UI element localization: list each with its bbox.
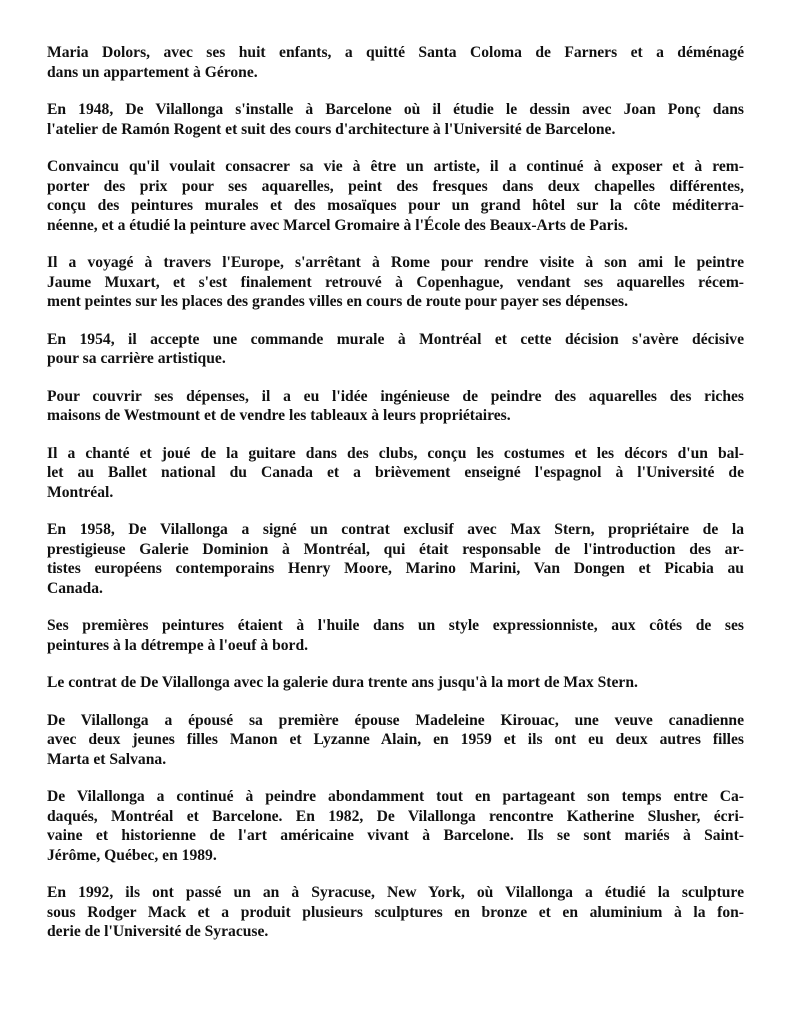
text-line: l'atelier de Ramón Rogent et suit des cours d'architecture à l'Université de Barcelone. [47, 120, 616, 138]
text-line: Montréal. [47, 483, 114, 501]
text-line: En 1958, De Vilallonga a signé un contrat exclusif avec Max Stern, propriétaire de la [47, 521, 744, 538]
text-line: sous Rodger Mack et a produit plusieurs sculptures en bronze et en aluminium à la fon- [47, 903, 744, 921]
text-line: Canada. [47, 579, 103, 597]
paragraph [47, 444, 744, 503]
text-line: En 1954, il accepte une commande murale à Montréal et cette décision s'avère décisive [47, 330, 744, 348]
paragraph [47, 100, 744, 139]
paragraph [47, 520, 744, 598]
text-line: vaine et historienne de l'art américaine vivant à Barcelone. Ils se sont mariés à Saint- [47, 827, 744, 844]
text-line: let au Ballet national du Canada et a brièvement enseigné l'espagnol à l'Université de [47, 464, 744, 481]
text-line: En 1948, De Vilallonga s'installe à Barcelone où il étudie le dessin avec Joan Ponç dans [47, 101, 744, 118]
text-line: dans un appartement à Gérone. [47, 63, 258, 81]
text-line: Pour couvrir ses dépenses, il a eu l'idée ingénieuse de peindre des aquarelles des riches [47, 387, 744, 405]
text-line: Ses premières peintures étaient à l'huile dans un style expressionniste, aux côtés de ses [47, 617, 744, 634]
text-line: En 1992, ils ont passé un an à Syracuse, New York, où Vilallonga a étudié la sculpture [47, 884, 744, 901]
text-line: pour sa carrière artistique. [47, 350, 226, 367]
text-line: néenne, et a étudié la peinture avec Marcel Gromaire à l'École des Beaux-Arts de Paris. [47, 216, 628, 234]
text-line: De Vilallonga a continué à peindre abondamment tout en partageant son temps entre Ca- [47, 788, 744, 805]
paragraph [47, 253, 744, 312]
text-line: Jaume Muxart, et s'est finalement retrouvé à Copenhague, vendant ses aquarelles récem- [47, 273, 744, 291]
document-page [47, 43, 744, 960]
text-line: Il a chanté et joué de la guitare dans des clubs, conçu les costumes et les décors d'un bal- [47, 444, 744, 462]
text-line: peintures à la détrempe à l'oeuf à bord. [47, 636, 309, 654]
text-line: Il a voyagé à travers l'Europe, s'arrêtant à Rome pour rendre visite à son ami le peintre [47, 254, 744, 271]
text-line: derie de l'Université de Syracuse. [47, 923, 269, 940]
paragraph [47, 711, 744, 770]
text-line: Jérôme, Québec, en 1989. [47, 846, 217, 864]
text-line: conçu des peintures murales et des mosaïques pour un grand hôtel sur la côte méditerra- [47, 197, 744, 214]
text-line: Marta et Salvana. [47, 750, 167, 768]
paragraph [47, 787, 744, 865]
text-line: De Vilallonga a épousé sa première épouse Madeleine Kirouac, une veuve canadienne [47, 711, 744, 729]
text-line: Convaincu qu'il voulait consacrer sa vie à être un artiste, il a continué à exposer et à rem- [47, 158, 744, 175]
text-line: Maria Dolors, avec ses huit enfants, a quitté Santa Coloma de Farners et a déménagé [47, 44, 744, 61]
paragraph [47, 883, 744, 942]
text-line: Le contrat de De Vilallonga avec la galerie dura trente ans jusqu'à la mort de Max Stern. [47, 674, 638, 691]
text-line: avec deux jeunes filles Manon et Lyzanne Alain, en 1959 et ils ont eu deux autres filles [47, 731, 744, 748]
paragraph [47, 157, 744, 235]
paragraph [47, 616, 744, 655]
paragraph [47, 43, 744, 82]
text-line: prestigieuse Galerie Dominion à Montréal, qui était responsable de l'introduction des ar- [47, 540, 744, 558]
paragraph [47, 673, 744, 693]
paragraph [47, 387, 744, 426]
text-line: daqués, Montréal et Barcelone. En 1982, De Vilallonga rencontre Katherine Slusher, écri- [47, 807, 744, 825]
text-line: porter des prix pour ses aquarelles, peint des fresques dans deux chapelles différentes, [47, 177, 744, 195]
text-line: maisons de Westmount et de vendre les tableaux à leurs propriétaires. [47, 407, 511, 424]
text-line: tistes européens contemporains Henry Moore, Marino Marini, Van Dongen et Picabia au [47, 560, 744, 577]
text-line: ment peintes sur les places des grandes villes en cours de route pour payer ses dépenses. [47, 293, 629, 310]
paragraph [47, 330, 744, 369]
